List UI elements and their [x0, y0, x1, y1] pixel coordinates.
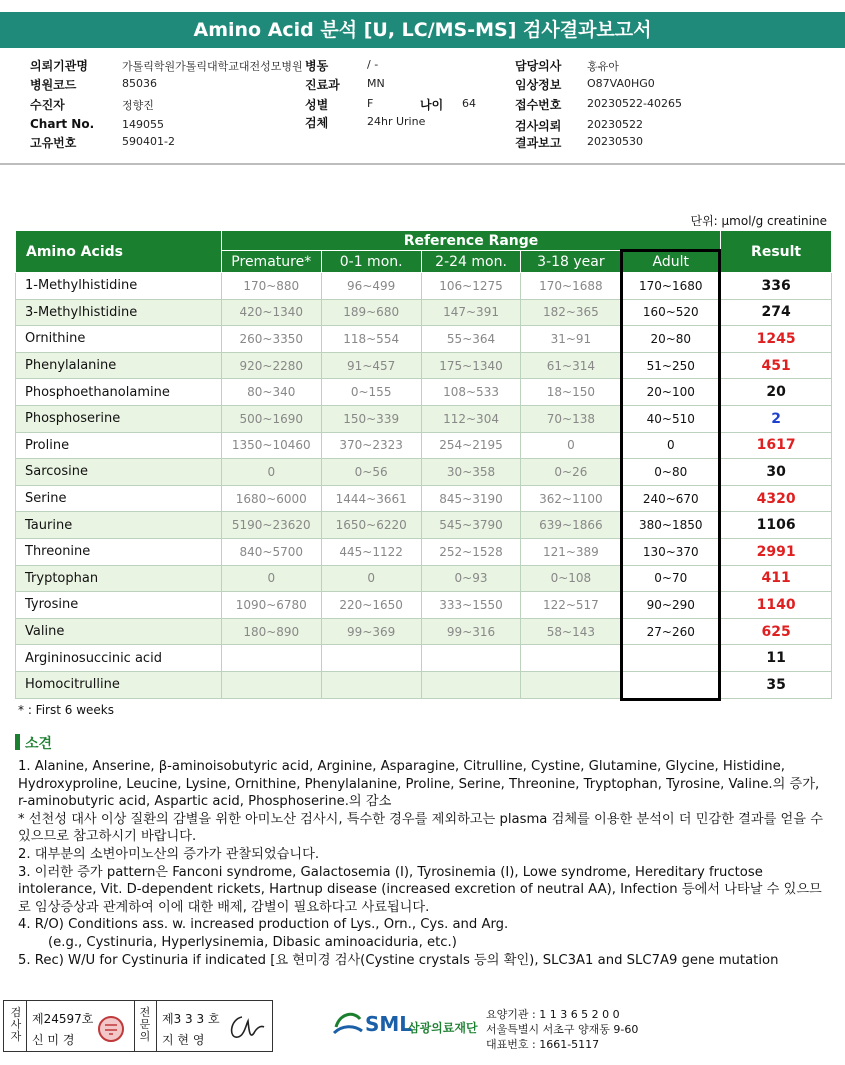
- ref-range: 58~143: [521, 618, 621, 645]
- ref-range: 147~391: [421, 299, 521, 326]
- ref-range: 18~150: [521, 379, 621, 406]
- amino-acid-name: Valine: [16, 618, 222, 645]
- result-value: 274: [721, 299, 832, 326]
- adult-range: 90~290: [621, 592, 721, 619]
- col-reference-range: Reference Range: [221, 231, 720, 251]
- ref-range: [421, 671, 521, 698]
- adult-range: 0: [621, 432, 721, 459]
- report-title: Amino Acid 분석 [U, LC/MS-MS] 검사결과보고서: [0, 12, 845, 48]
- sml-name: 삼광의료재단: [408, 1021, 478, 1035]
- header-value: 85036: [122, 77, 157, 90]
- examiner-seal-icon: [96, 1014, 126, 1044]
- result-value: 625: [721, 618, 832, 645]
- table-row: [16, 645, 832, 672]
- amino-acid-name: Proline: [16, 432, 222, 459]
- ref-range: 99~369: [321, 618, 421, 645]
- header-value: / -: [367, 58, 379, 71]
- table-row: [16, 565, 832, 592]
- specialist-name: 지 현 영: [162, 1033, 205, 1047]
- ref-range: 260~3350: [221, 326, 321, 353]
- table-row: [16, 485, 832, 512]
- result-value: 30: [721, 459, 832, 486]
- amino-acid-name: Tyrosine: [16, 592, 222, 619]
- adult-range: [621, 645, 721, 672]
- ref-range: 1350~10460: [221, 432, 321, 459]
- ref-col-1: 0-1 mon.: [321, 251, 421, 273]
- divider: [156, 1001, 157, 1051]
- finding-item: 1. Alanine, Anserine, β-aminoisobutyric acid, Arginine, Asparagine, Citrulline, Cystine, Glutamine, Glycine, Histidine, Hydroxyproline, Leucine, Lysine, Ornithine, Phenylalanine, Proline, Serine, Threonine, Tryptophan, Tyrosine, Valine.의 증가, r-aminobutyric acid, Aspartic acid, Phosphoserine.의 감소: [18, 759, 820, 810]
- result-value: 336: [721, 273, 832, 300]
- ref-range: 31~91: [521, 326, 621, 353]
- org-address: 서울특별시 서초구 양재동 9-60: [486, 1023, 639, 1036]
- patient-header: [0, 55, 845, 155]
- section-marker: [15, 734, 20, 750]
- header-value: 20230522-40265: [587, 97, 682, 110]
- unit-label: 단위: μmol/g creatinine: [690, 214, 827, 228]
- signature-box: [3, 1000, 273, 1052]
- finding-item: 3. 이러한 증가 pattern은 Fanconi syndrome, Galactosemia (I), Tyrosinemia (I), Lowe syndrome, Hereditary fructose intolerance, Vit. D-dependent rickets, Hartnup disease (increased excretion of neutral AA), Infection 등에서 나타날 수 있으므로 임상증상과 관계하여 이에 대한 배제, 감별이 필요하다고 사료됩니다.: [18, 864, 822, 915]
- ref-range: [321, 671, 421, 698]
- ref-range: 61~314: [521, 352, 621, 379]
- amino-acid-name: Homocitrulline: [16, 671, 222, 698]
- header-label: 병동: [305, 59, 329, 73]
- result-value: 1106: [721, 512, 832, 539]
- ref-range: 55~364: [421, 326, 521, 353]
- header-label: 진료과: [305, 78, 340, 92]
- result-value: 20: [721, 379, 832, 406]
- ref-range: 5190~23620: [221, 512, 321, 539]
- table-row: [16, 432, 832, 459]
- ref-range: 370~2323: [321, 432, 421, 459]
- header-label: Chart No.: [30, 117, 95, 131]
- header-label: 병원코드: [30, 78, 77, 92]
- divider: [26, 1001, 27, 1051]
- ref-range: 0~26: [521, 459, 621, 486]
- ref-range: 70~138: [521, 405, 621, 432]
- ref-range: [321, 645, 421, 672]
- ref-range: [221, 645, 321, 672]
- table-row: [16, 459, 832, 486]
- findings-title: [15, 733, 52, 753]
- ref-range: 0: [221, 565, 321, 592]
- ref-range: 220~1650: [321, 592, 421, 619]
- table-row: [16, 326, 832, 353]
- col-amino-acids: Amino Acids: [16, 231, 222, 273]
- result-value: 2: [721, 405, 832, 432]
- ref-range: 122~517: [521, 592, 621, 619]
- org-info: [486, 1007, 638, 1052]
- header-value: 가톨릭학원가톨릭대학교대전성모병원: [122, 60, 303, 73]
- header-value: O87VA0HG0: [587, 77, 655, 90]
- ref-range: [221, 671, 321, 698]
- finding-item: 5. Rec) W/U for Cystinuria if indicated [요 현미경 검사(Cystine crystals 등의 확인), SLC3A1 and SLC7A9 gene mutation: [18, 952, 779, 968]
- ref-range: 106~1275: [421, 273, 521, 300]
- ref-range: 445~1122: [321, 538, 421, 565]
- amino-acid-name: 3-Methylhistidine: [16, 299, 222, 326]
- ref-range: 500~1690: [221, 405, 321, 432]
- table-row: [16, 405, 832, 432]
- signature-icon: [224, 1011, 268, 1045]
- header-divider: [0, 163, 845, 165]
- ref-col-3: 3-18 year: [521, 251, 621, 273]
- adult-range: [621, 671, 721, 698]
- ref-range: 189~680: [321, 299, 421, 326]
- ref-range: 121~389: [521, 538, 621, 565]
- table-row: [16, 618, 832, 645]
- header-label: 고유번호: [30, 136, 77, 150]
- result-value: 35: [721, 671, 832, 698]
- amino-acid-name: Threonine: [16, 538, 222, 565]
- amino-acid-name: Phosphoethanolamine: [16, 379, 222, 406]
- ref-range: 920~2280: [221, 352, 321, 379]
- amino-acid-name: Ornithine: [16, 326, 222, 353]
- ref-range: 840~5700: [221, 538, 321, 565]
- ref-range: 0~155: [321, 379, 421, 406]
- header-label: 검사의뢰: [515, 119, 562, 133]
- header-value: 20230522: [587, 118, 643, 131]
- ref-range: 420~1340: [221, 299, 321, 326]
- finding-item: 2. 대부분의 소변아미노산의 증가가 관찰되었습니다.: [18, 846, 320, 862]
- ref-range: 182~365: [521, 299, 621, 326]
- ref-range: 170~1688: [521, 273, 621, 300]
- header-value: MN: [367, 77, 385, 90]
- amino-acid-name: Sarcosine: [16, 459, 222, 486]
- finding-item: 4. R/O) Conditions ass. w. increased production of Lys., Orn., Cys. and Arg.: [18, 917, 509, 933]
- ref-range: 252~1528: [421, 538, 521, 565]
- adult-range: 160~520: [621, 299, 721, 326]
- findings-title-text: 소견: [25, 736, 53, 752]
- result-value: 4320: [721, 485, 832, 512]
- ref-range: [521, 671, 621, 698]
- adult-range: 27~260: [621, 618, 721, 645]
- table-row: [16, 592, 832, 619]
- table-row: [16, 671, 832, 698]
- amino-acid-name: 1-Methylhistidine: [16, 273, 222, 300]
- header-label: 결과보고: [515, 136, 562, 150]
- adult-range: 380~1850: [621, 512, 721, 539]
- ref-col-2: 2-24 mon.: [421, 251, 521, 273]
- result-value: 2991: [721, 538, 832, 565]
- header-value: 590401-2: [122, 135, 175, 148]
- org-phone: 대표번호 : 1661-5117: [486, 1038, 600, 1051]
- ref-range: 333~1550: [421, 592, 521, 619]
- adult-range: 0~70: [621, 565, 721, 592]
- header-label: 접수번호: [515, 98, 562, 112]
- result-value: 1617: [721, 432, 832, 459]
- ref-range: 91~457: [321, 352, 421, 379]
- examiner-label: 검사자: [10, 1006, 22, 1043]
- examiner-no: 제24597호: [32, 1012, 94, 1026]
- ref-range: 0: [321, 565, 421, 592]
- ref-col-0: Premature*: [221, 251, 321, 273]
- header-label: 성별: [305, 98, 329, 112]
- result-value: 1140: [721, 592, 832, 619]
- header-value: 149055: [122, 118, 164, 131]
- finding-item: * 선천성 대사 이상 질환의 감별을 위한 아미노산 검사시, 특수한 경우를 제외하고는 plasma 검체를 이용한 분석이 더 민감한 결과를 얻을 수 있으므로 참고하시기 바랍니다.: [18, 811, 823, 845]
- finding-item: (e.g., Cystinuria, Hyperlysinemia, Dibasic aminoaciduria, etc.): [48, 934, 457, 950]
- result-value: 1245: [721, 326, 832, 353]
- adult-range: 51~250: [621, 352, 721, 379]
- col-result: Result: [721, 231, 832, 273]
- ref-range: [421, 645, 521, 672]
- ref-range: 1090~6780: [221, 592, 321, 619]
- ref-range: 175~1340: [421, 352, 521, 379]
- report-footer: [0, 997, 845, 1057]
- ref-range: 112~304: [421, 405, 521, 432]
- ref-range: 545~3790: [421, 512, 521, 539]
- sml-emblem-icon: [330, 1005, 364, 1039]
- header-value: 정향진: [122, 99, 154, 112]
- table-row: [16, 379, 832, 406]
- header-value: F: [367, 97, 374, 110]
- table-row: [16, 273, 832, 300]
- ref-range: 1680~6000: [221, 485, 321, 512]
- header-label: 의뢰기관명: [30, 59, 88, 73]
- adult-range: 0~80: [621, 459, 721, 486]
- amino-acid-name: Phenylalanine: [16, 352, 222, 379]
- header-label: 담당의사: [515, 59, 562, 73]
- header-value: 20230530: [587, 135, 643, 148]
- header-value: 24hr Urine: [367, 115, 426, 128]
- age-value: 64: [462, 97, 476, 110]
- ref-range: 1650~6220: [321, 512, 421, 539]
- ref-range: 30~358: [421, 459, 521, 486]
- footnote: * : First 6 weeks: [18, 703, 114, 717]
- table-row: [16, 299, 832, 326]
- findings-text: [18, 758, 830, 969]
- ref-range: 170~880: [221, 273, 321, 300]
- table-row: [16, 512, 832, 539]
- ref-range: 180~890: [221, 618, 321, 645]
- adult-range: 130~370: [621, 538, 721, 565]
- header-label: 수진자: [30, 98, 65, 112]
- adult-range: 240~670: [621, 485, 721, 512]
- ref-range: 1444~3661: [321, 485, 421, 512]
- ref-range: 0~56: [321, 459, 421, 486]
- ref-range: 99~316: [421, 618, 521, 645]
- amino-acid-name: Serine: [16, 485, 222, 512]
- ref-range: 845~3190: [421, 485, 521, 512]
- header-label: 임상정보: [515, 78, 562, 92]
- table-row: [16, 538, 832, 565]
- specialist-label: 전문의: [139, 1006, 151, 1043]
- result-value: 11: [721, 645, 832, 672]
- ref-range: 0~93: [421, 565, 521, 592]
- result-value: 451: [721, 352, 832, 379]
- amino-acid-name: Argininosuccinic acid: [16, 645, 222, 672]
- amino-acid-name: Tryptophan: [16, 565, 222, 592]
- ref-range: 254~2195: [421, 432, 521, 459]
- result-value: 411: [721, 565, 832, 592]
- ref-col-4: Adult: [621, 251, 721, 273]
- amino-acid-name: Phosphoserine: [16, 405, 222, 432]
- ref-range: 0~108: [521, 565, 621, 592]
- org-code: 요양기관 : 1 1 3 6 5 2 0 0: [486, 1008, 620, 1021]
- ref-range: 96~499: [321, 273, 421, 300]
- ref-range: [521, 645, 621, 672]
- sml-logo: SML: [365, 1012, 413, 1036]
- header-value: 홍유아: [587, 60, 619, 73]
- age-label: 나이: [420, 98, 444, 112]
- specialist-no: 제3 3 3 호: [162, 1012, 220, 1026]
- ref-range: 0: [221, 459, 321, 486]
- header-label: 검체: [305, 116, 329, 130]
- adult-range: 40~510: [621, 405, 721, 432]
- adult-range: 20~80: [621, 326, 721, 353]
- examiner-name: 신 미 경: [32, 1033, 75, 1047]
- table-row: [16, 352, 832, 379]
- ref-range: 80~340: [221, 379, 321, 406]
- amino-acid-table: [15, 230, 832, 699]
- ref-range: 118~554: [321, 326, 421, 353]
- ref-range: 0: [521, 432, 621, 459]
- ref-range: 108~533: [421, 379, 521, 406]
- ref-range: 362~1100: [521, 485, 621, 512]
- ref-range: 639~1866: [521, 512, 621, 539]
- amino-acid-name: Taurine: [16, 512, 222, 539]
- adult-range: 20~100: [621, 379, 721, 406]
- adult-range: 170~1680: [621, 273, 721, 300]
- ref-range: 150~339: [321, 405, 421, 432]
